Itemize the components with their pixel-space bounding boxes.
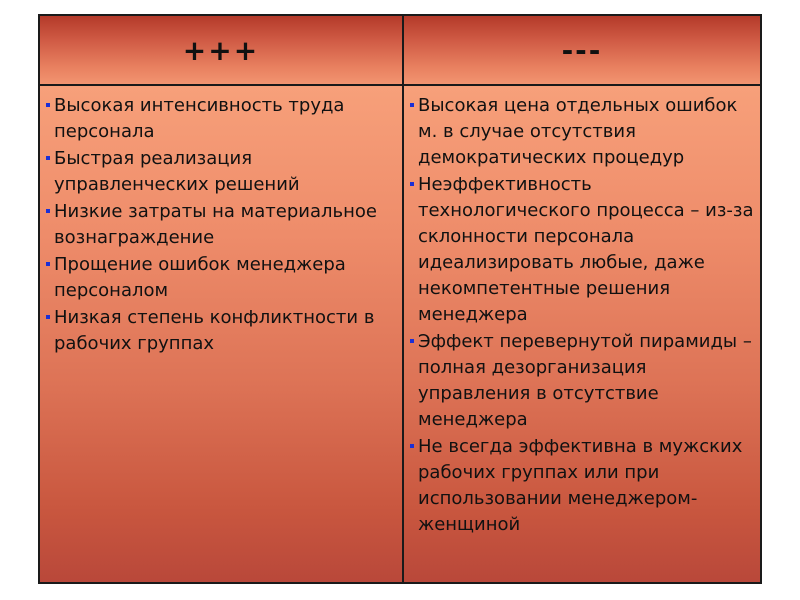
list-item-text: Не всегда эффективна в мужских рабочих группах или при использовании менеджером-женщиной xyxy=(418,436,743,535)
list-item-text: Низкие затраты на материальное вознаграждение xyxy=(54,201,377,248)
comparison-table xyxy=(38,14,762,584)
list-item-text: Низкая степень конфликтности в рабочих группах xyxy=(54,307,375,354)
bullet-icon xyxy=(46,315,50,319)
pros-header: +++ xyxy=(40,16,402,86)
pros-list xyxy=(46,93,396,357)
bullet-icon xyxy=(410,339,414,343)
list-item xyxy=(46,199,396,251)
bullet-icon xyxy=(46,103,50,107)
list-item-text: Неэффективность технологического процесса – из-за склонности персонала идеализировать любые, даже некомпетентные решения менеджера xyxy=(418,174,754,325)
list-item xyxy=(410,329,754,433)
bullet-icon xyxy=(46,156,50,160)
list-item-text: Эффект перевернутой пирамиды – полная дезорганизация управления в отсутствие менеджера xyxy=(418,331,752,430)
list-item xyxy=(46,146,396,198)
bullet-icon xyxy=(46,209,50,213)
list-item xyxy=(46,93,396,145)
bullet-icon xyxy=(410,444,414,448)
cons-header: --- xyxy=(402,16,760,86)
list-item-text: Прощение ошибок менеджера персоналом xyxy=(54,254,346,301)
list-item-text: Быстрая реализация управленческих решений xyxy=(54,148,300,195)
list-item-text: Высокая интенсивность труда персонала xyxy=(54,95,345,142)
cons-list xyxy=(410,93,754,538)
pros-column xyxy=(40,86,402,582)
list-item xyxy=(410,93,754,171)
bullet-icon xyxy=(410,182,414,186)
bullet-icon xyxy=(46,262,50,266)
list-item-text: Высокая цена отдельных ошибок м. в случае отсутствия демократических процедур xyxy=(418,95,738,168)
bullet-icon xyxy=(410,103,414,107)
list-item xyxy=(410,172,754,328)
list-item xyxy=(46,305,396,357)
list-item xyxy=(410,434,754,538)
cons-column xyxy=(402,86,760,582)
list-item xyxy=(46,252,396,304)
